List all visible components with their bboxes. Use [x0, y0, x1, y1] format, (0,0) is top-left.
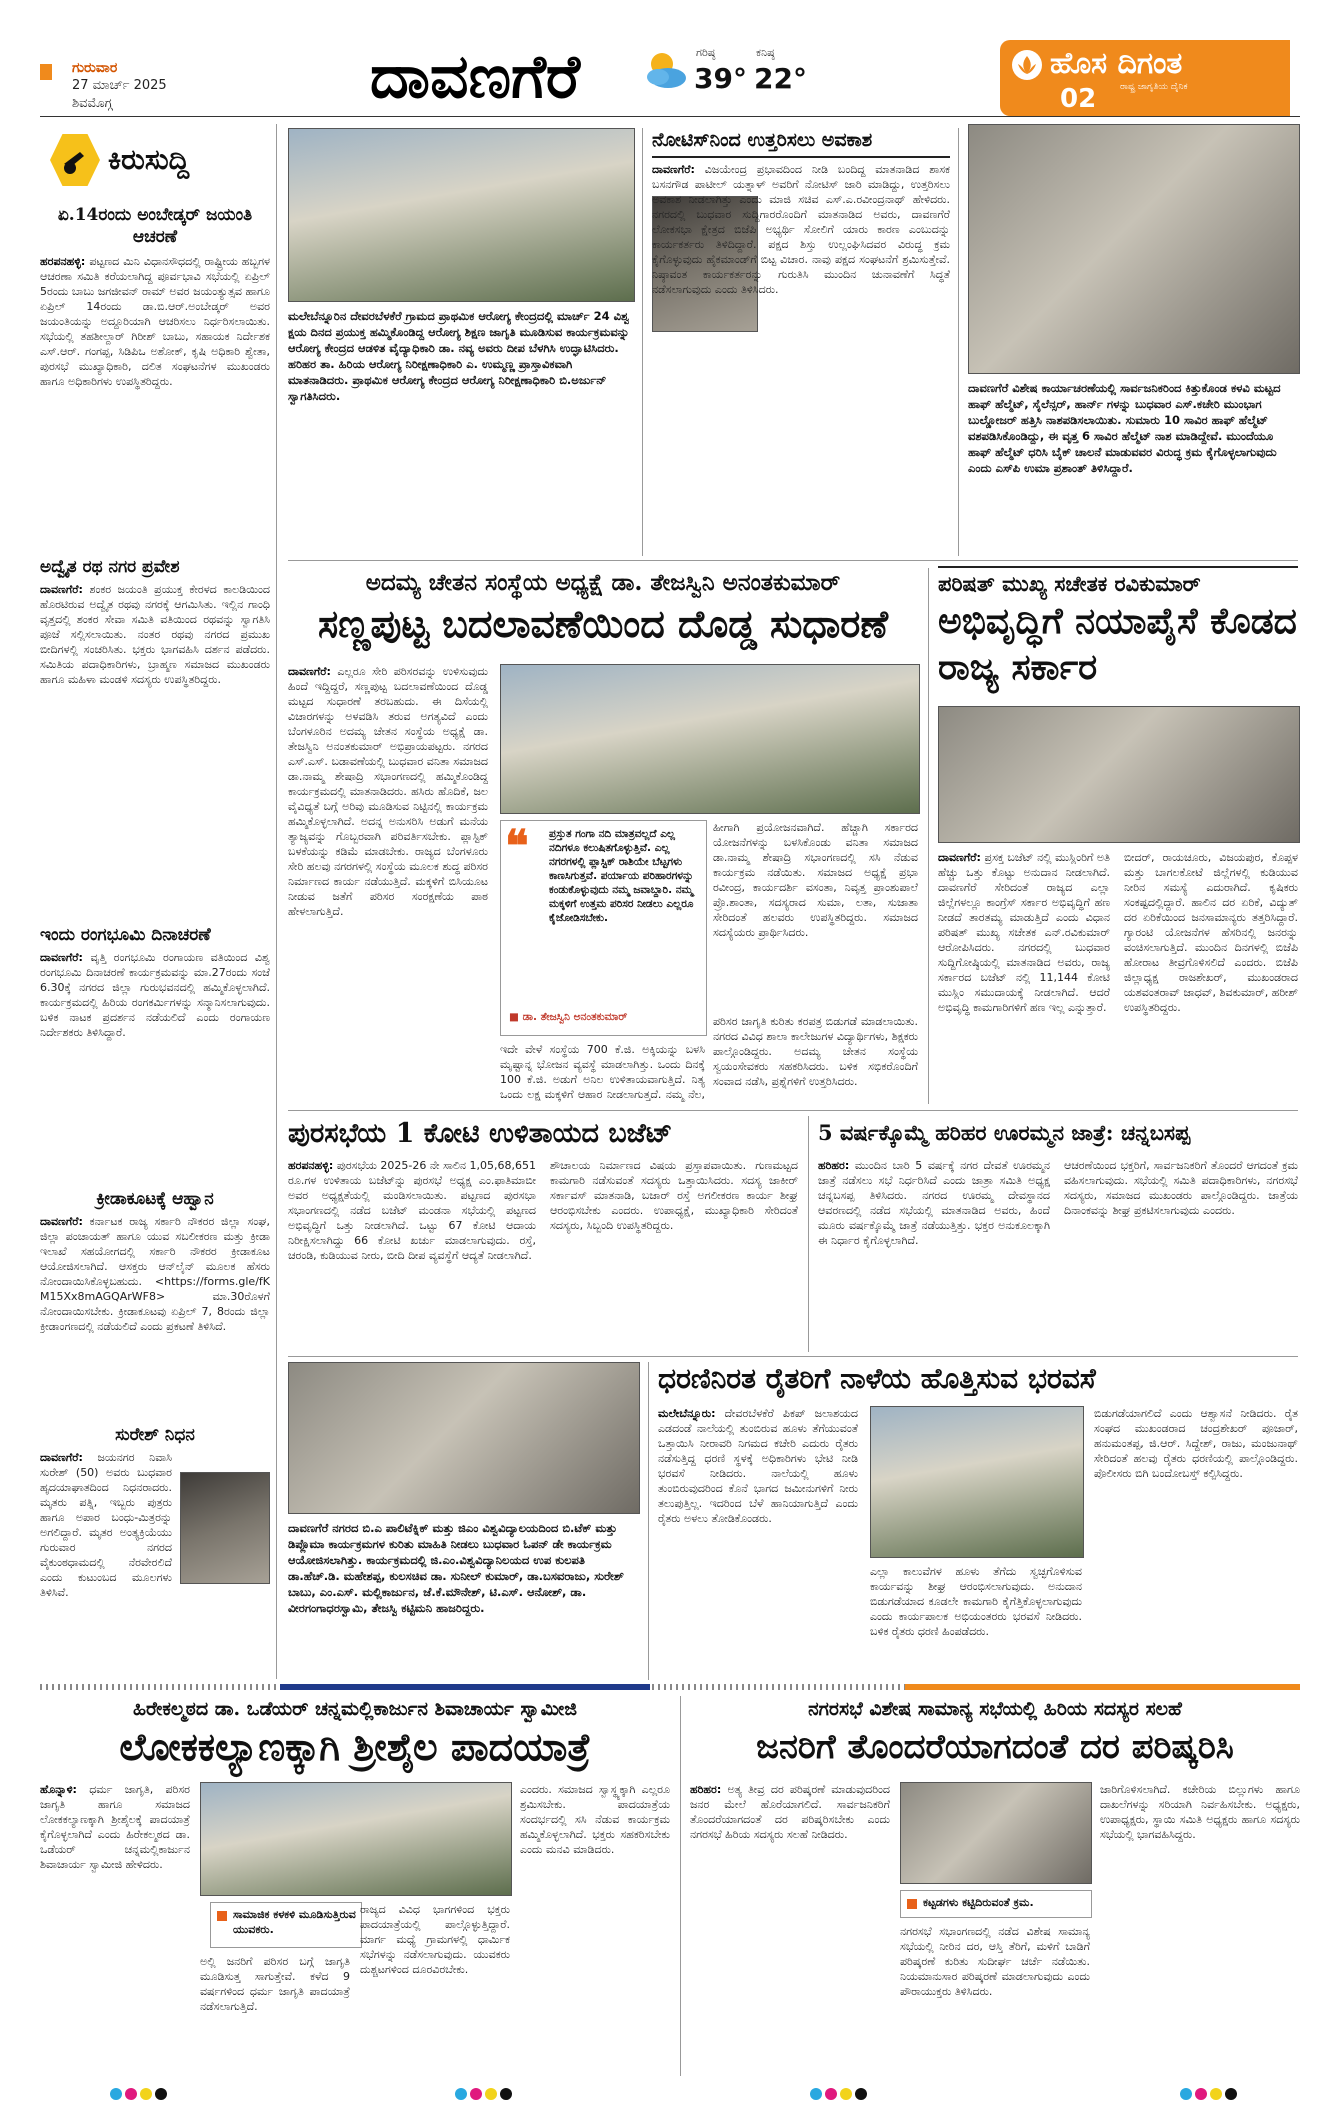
- brief-body: [40, 254, 270, 539]
- brief-headline: ಸುರೇಶ್ ನಿಧನ: [115, 1425, 195, 1445]
- brief-dateline: ಹರಪನಹಳ್ಳಿ:: [40, 255, 86, 268]
- reg-dot-cyan: [1180, 2088, 1192, 2100]
- brief-text: ಜಯನಗರ ನಿವಾಸಿ ಸುರೇಶ್ (50) ಅವರು ಬುಧವಾರ ಹೃದಯಾಘಾತದಿಂದ ನಿಧನರಾದರು. ಮೃತರು ಪತ್ನಿ, ಇಬ್ಬರು ಪುತ್ರರು ಹಾಗೂ ಅಪಾರ ಬಂಧು-ಮಿತ್ರರನ್ನು ಅಗಲಿದ್ದಾರೆ. ಮೃತರ ಅಂತ್ಯಕ್ರಿಯೆಯು ಗುರುವಾರ ನಗರದ ವೈಕುಂಠಧಾಮದಲ್ಲಿ ನೆರವೇರಲಿದೆ ಎಂದು ಕುಟುಂಬದ ಮೂಲಗಳು ತಿಳಿಸಿವೆ.: [40, 1451, 172, 1599]
- brief-dateline: ದಾವಣಗೆರೆ:: [40, 951, 83, 964]
- lotus-icon: [1012, 50, 1042, 80]
- paper-logo: [1000, 40, 1290, 116]
- reg-dot-black: [855, 2088, 867, 2100]
- council-col-1: [938, 850, 1110, 1100]
- citycouncil-col-3: ಜಾರಿಗೊಳಿಸಲಾಗಿದೆ. ಕಚೇರಿಯ ಬಿಲ್ಲುಗಳು ಹಾಗೂ ದಾಖಲೆಗಳನ್ನು ಸರಿಯಾಗಿ ನಿರ್ವಹಿಸಬೇಕು. ಅಧ್ಯಕ್ಷರು, ಉಪಾಧ್ಯಕ್ಷರು, ಸ್ಥಾಯಿ ಸಮಿತಿ ಅಧ್ಯಕ್ಷರು ಹಾಗೂ ಸದಸ್ಯರು ಸಭೆಯಲ್ಲಿ ಭಾಗವಹಿಸಿದ್ದರು.: [1100, 1783, 1300, 1841]
- notice-text: ವಿಜಯೇಂದ್ರ ಪ್ರಭಾವದಿಂದ ನೀಡಿ ಬಂದಿದ್ದ ಮಾತನಾಡಿದ ಶಾಸಕ ಬಸನಗೌಡ ಪಾಟೀಲ್ ಯತ್ನಾಳ್ ಅವರಿಗೆ ನೋಟಿಸ್ ಜಾರಿ ಮಾಡಿದ್ದು, ಉತ್ತರಿಸಲು ಅವಕಾಶ ನೀಡಲಾಗಿತ್ತು ಎಂದು ಮಾಜಿ ಸಚಿವ ಎಸ್.ಎ.ರವೀಂದ್ರನಾಥ್ ಹೇಳಿದರು. ನಗರದಲ್ಲಿ ಬುಧವಾರ ಸುದ್ದಿಗಾರರೊಂದಿಗೆ ಮಾತನಾಡಿದ ಅವರು, ದಾವಣಗೆರೆ ಲೋಕಸಭಾ ಕ್ಷೇತ್ರದ ಬಿಜೆಪಿ ಅಭ್ಯರ್ಥಿ ಸೋಲಿಗೆ ಯಾರು ಕಾರಣ ಎಂಬುದನ್ನು ಕಾರ್ಯಕರ್ತರು ತಿಳಿದಿದ್ದಾರೆ. ಪಕ್ಷದ ಶಿಸ್ತು ಉಲ್ಲಂಘಿಸಿದವರ ವಿರುದ್ಧ ಕ್ರಮ ಕೈಗೊಳ್ಳುವುದು ಹೈಕಮಾಂಡ್‌ಗೆ ಬಿಟ್ಟ ವಿಚಾರ. ನಾವು ಪಕ್ಷದ ಸಂಘಟನೆಗೆ ಶ್ರಮಿಸುತ್ತೇವೆ. ನಿಷ್ಠಾವಂತ ಕಾರ್ಯಕರ್ತರನ್ನು ಗುರುತಿಸಿ ಮುಂದಿನ ಚುನಾವಣೆಗೆ ಸಿದ್ಧತೆ ನಡೆಸಲಾಗುವುದು ಎಂದು ತಿಳಿಸಿದರು.: [652, 163, 950, 296]
- pointing-hand-icon: [50, 134, 100, 186]
- citycouncil-kicker: ನಗರಸಭೆ ವಿಶೇಷ ಸಾಮಾನ್ಯ ಸಭೆಯಲ್ಲಿ ಹಿರಿಯ ಸದಸ್ಯರ ಸಲಹೆ: [808, 1698, 1182, 1720]
- budget-story: [288, 1116, 798, 1352]
- council-text-1: ಪ್ರಸಕ್ತ ಬಜೆಟ್ ನಲ್ಲಿ ಮುಸ್ಲಿಂರಿಗೆ ಅತಿ ಹೆಚ್ಚು ಒತ್ತು ಕೊಟ್ಟು ಅನುದಾನ ನೀಡಲಾಗಿದೆ. ದಾವಣಗೆರೆ ಸೇರಿದಂತೆ ರಾಜ್ಯದ ಎಲ್ಲಾ ಜಿಲ್ಲೆಗಳಲ್ಲೂ ಕಾಂಗ್ರೆಸ್ ಸರ್ಕಾರ ಅಭಿವೃದ್ಧಿಗೆ ಹಣ ನೀಡದೆ ತಾರತಮ್ಯ ಮಾಡುತ್ತಿದೆ ಎಂದು ವಿಧಾನ ಪರಿಷತ್ ಮುಖ್ಯ ಸಚೇತಕ ಎನ್.ರವಿಕುಮಾರ್ ಆರೋಪಿಸಿದರು. ನಗರದಲ್ಲಿ ಬುಧವಾರ ಸುದ್ದಿಗೋಷ್ಠಿಯಲ್ಲಿ ಮಾತನಾಡಿದ ಅವರು, ರಾಜ್ಯ ಸರ್ಕಾರದ ಬಜೆಟ್ ನಲ್ಲಿ 11,144 ಕೋಟಿ ಮುಸ್ಲಿಂ ಸಮುದಾಯಕ್ಕೆ ನೀಡಲಾಗಿದೆ. ಆದರೆ ಅಭಿವೃದ್ಧಿ ಕಾಮಗಾರಿಗಳಿಗೆ ಹಣ ಇಲ್ಲ ಎನ್ನುತ್ತಾರೆ.: [938, 851, 1110, 1014]
- health-caption: ಮಲೇಬೆನ್ನೂರಿನ ದೇವರಬೆಳಕೆರೆ ಗ್ರಾಮದ ಪ್ರಾಥಮಿಕ ಆರೋಗ್ಯ ಕೇಂದ್ರದಲ್ಲಿ ಮಾರ್ಚ್ 24 ವಿಶ್ವ ಕ್ಷಯ ದಿನದ ಪ್ರಯುಕ್ತ ಹಮ್ಮಿಕೊಂಡಿದ್ದ ಆರೋಗ್ಯ ಶಿಕ್ಷಣ ಜಾಗೃತಿ ಮೂಡಿಸುವ ಕಾರ್ಯಕ್ರಮವನ್ನು ಆರೋಗ್ಯ ಕೇಂದ್ರದ ಆಡಳಿತ ವೈದ್ಯಾಧಿಕಾರಿ ಡಾ. ನವ್ಯ ಅವರು ದೀಪ ಬೆಳಗಿಸಿ ಉದ್ಘಾಟಿಸಿದರು. ಹರಿಹರ ತಾ. ಹಿರಿಯ ಆರೋಗ್ಯ ನಿರೀಕ್ಷಣಾಧಿಕಾರಿ ಎ. ಉಮ್ಮಣ್ಣ ಪ್ರಾಸ್ತಾವಿಕವಾಗಿ ಮಾತನಾಡಿದರು. ಪ್ರಾಥಮಿಕ ಆರೋಗ್ಯ ಕೇಂದ್ರದ ಆರೋಗ್ಯ ನಿರೀಕ್ಷಣಾಧಿಕಾರಿ ಬಿ.ಅರ್ಜುನ್ ಸ್ವಾಗತಿಸಿದರು.: [288, 309, 630, 403]
- notice-story: [652, 128, 950, 556]
- brief-ambedkar: [40, 204, 270, 539]
- health-photo: [288, 128, 635, 302]
- lead-headline: ಸಣ್ಣಪುಟ್ಟ ಬದಲಾವಣೆಯಿಂದ ದೊಡ್ಡ ಸುಧಾರಣೆ: [317, 601, 889, 646]
- council-photo: [938, 706, 1300, 843]
- brief-text: ಪಟ್ಟಣದ ಮಿನಿ ವಿಧಾನಸೌಧದಲ್ಲಿ ರಾಷ್ಟ್ರೀಯ ಹಬ್ಬಗಳ ಆಚರಣಾ ಸಮಿತಿ ಕರೆಯಲಾಗಿದ್ದ ಪೂರ್ವಭಾವಿ ಸಭೆಯಲ್ಲಿ ಏಪ್ರಿಲ್ 5ರಂದು ಬಾಬು ಜಗಜೀವನ್ ರಾಮ್ ಅವರ ಜಯಂತ್ಯುತ್ಸವ ಹಾಗೂ ಏಪ್ರಿಲ್ 14ರಂದು ಡಾ.ಬಿ.ಆರ್.ಅಂಬೇಡ್ಕರ್ ಅವರ ಜಯಂತಿಯನ್ನು ಅದ್ದೂರಿಯಾಗಿ ಆಚರಿಸಲು ನಿರ್ಧರಿಸಲಾಯಿತು. ಸಭೆಯಲ್ಲಿ ತಹಶೀಲ್ದಾರ್ ಗಿರೀಶ್ ಬಾಬು, ಸಹಾಯಕ ನಿರ್ದೇಶಕ ಎಸ್.ಆರ್. ಗಂಗಪ್ಪ, ಸಿಡಿಪಿಒ ಅಶೋಕ್, ಕೃಷಿ ಅಧಿಕಾರಿ ಶ್ವೇತಾ, ಪುರಸಭೆ ಮುಖ್ಯಾಧಿಕಾರಿ, ದಲಿತ ಸಂಘಟನೆಗಳ ಮುಖಂಡರು ಹಾಗೂ ಅಧಿಕಾರಿಗಳು ಉಪಸ್ಥಿತರಿದ್ದರು.: [40, 255, 270, 388]
- brief-text: ಕರ್ನಾಟಕ ರಾಜ್ಯ ಸರ್ಕಾರಿ ನೌಕರರ ಜಿಲ್ಲಾ ಸಂಘ, ಜಿಲ್ಲಾ ಪಂಚಾಯತ್ ಹಾಗೂ ಯುವ ಸಬಲೀಕರಣ ಮತ್ತು ಕ್ರೀಡಾ ಇಲಾಖೆ ಸಹಯೋಗದಲ್ಲಿ ಸರ್ಕಾರಿ ನೌಕರರ ಕ್ರೀಡಾಕೂಟ ಆಯೋಜಿಸಲಾಗಿದೆ. ಆಸಕ್ತರು ಆನ್‌ಲೈನ್ ಮೂಲಕ ಹೆಸರು ನೋಂದಾಯಿಸಿಕೊಳ್ಳಬಹುದು.: [40, 1215, 270, 1288]
- council-col-2: ಬೀದರ್, ರಾಯಚೂರು, ವಿಜಯಪುರ, ಕೊಪ್ಪಳ ಮತ್ತು ಬಾಗಲಕೋಟೆ ಜಿಲ್ಲೆಗಳಲ್ಲಿ ಕುಡಿಯುವ ನೀರಿನ ಸಮಸ್ಯೆ ಎದುರಾಗಿದೆ. ಕೃಷಿಕರು ಸಂಕಷ್ಟದಲ್ಲಿದ್ದಾರೆ. ಹಾಲಿನ ದರ ಏರಿಕೆ, ವಿದ್ಯುತ್ ದರ ಏರಿಕೆಯಿಂದ ಜನಸಾಮಾನ್ಯರು ತತ್ತರಿಸಿದ್ದಾರೆ. ಗ್ಯಾರಂಟಿ ಯೋಜನೆಗಳ ಹೆಸರಿನಲ್ಲಿ ಜನರನ್ನು ವಂಚಿಸಲಾಗುತ್ತಿದೆ. ಮುಂದಿನ ದಿನಗಳಲ್ಲಿ ಬಿಜೆಪಿ ಹೋರಾಟ ತೀವ್ರಗೊಳಿಸಲಿದೆ ಎಂದರು. ಬಿಜೆಪಿ ಜಿಲ್ಲಾಧ್ಯಕ್ಷ ರಾಜಶೇಖರ್, ಮುಖಂಡರಾದ ಯಶವಂತರಾವ್ ಜಾಧವ್, ಶಿವಕುಮಾರ್, ಹರೀಶ್ ಉಪಸ್ಥಿತರಿದ್ದರು.: [1124, 851, 1298, 1014]
- issue-day: ಗುರುವಾರ: [72, 60, 118, 76]
- reg-dot-magenta: [470, 2088, 482, 2100]
- budget-dateline: ಹರಪನಹಳ್ಳಿ:: [288, 1159, 334, 1172]
- padayatra-story: [40, 1696, 670, 2076]
- brief-theatre: [40, 924, 270, 1190]
- citycouncil-story: [690, 1696, 1300, 2076]
- reg-dot-yellow: [1210, 2088, 1222, 2100]
- farmers-photo: [870, 1406, 1084, 1558]
- reg-dot-cyan: [110, 2088, 122, 2100]
- min-temp: 22°: [754, 62, 807, 95]
- brief-dateline: ದಾವಣಗೆರೆ:: [40, 1215, 83, 1228]
- reg-dot-yellow: [485, 2088, 497, 2100]
- brief-sports: [40, 1188, 270, 1409]
- lead-dateline: ದಾವಣಗೆರೆ:: [288, 665, 331, 678]
- brief-body: [40, 582, 270, 927]
- citycouncil-col-1: [690, 1782, 890, 2072]
- paper-name: ಹೊಸ ದಿಗಂತ: [1050, 46, 1183, 81]
- lead-photo: [500, 664, 920, 814]
- road-story: [968, 124, 1298, 556]
- masthead: [0, 0, 1339, 120]
- quote-icon: ❝: [505, 821, 529, 872]
- council-story: [938, 566, 1298, 1104]
- farmers-col-3: ಬಿಡುಗಡೆಯಾಗಲಿದೆ ಎಂದು ಆಶ್ವಾಸನೆ ನೀಡಿದರು. ರೈತ ಸಂಘದ ಮುಖಂಡರಾದ ಚಂದ್ರಶೇಖರ್ ಪೂಜಾರ್, ಹನುಮಂತಪ್ಪ, ಜಿ.ಆರ್. ಸಿದ್ದೇಶ್, ರಾಜು, ಮಂಜುನಾಥ್ ಸೇರಿದಂತೆ ಹಲವು ರೈತರು ಧರಣಿಯಲ್ಲಿ ಪಾಲ್ಗೊಂಡಿದ್ದರು. ಪೊಲೀಸರು ಬಿಗಿ ಬಂದೋಬಸ್ತ್ ಕಲ್ಪಿಸಿದ್ದರು.: [1094, 1407, 1298, 1480]
- jatre-col-2: ಆಚರಣೆಯಿಂದ ಭಕ್ತರಿಗೆ, ಸಾರ್ವಜನಿಕರಿಗೆ ತೊಂದರೆ ಆಗದಂತೆ ಕ್ರಮ ವಹಿಸಲಾಗುವುದು. ಸಭೆಯಲ್ಲಿ ಸಮಿತಿ ಪದಾಧಿಕಾರಿಗಳು, ನಗರಸಭೆ ಸದಸ್ಯರು, ಸಮಾಜದ ಮುಖಂಡರು ಪಾಲ್ಗೊಂಡಿದ್ದರು. ಜಾತ್ರೆಯ ದಿನಾಂಕವನ್ನು ಶೀಘ್ರ ಪ್ರಕಟಿಸಲಾಗುವುದು ಎಂದರು.: [1064, 1159, 1298, 1217]
- jatre-dateline: ಹರಿಹರ:: [818, 1159, 850, 1172]
- health-story: [288, 128, 633, 556]
- brief-obituary: [40, 1424, 270, 1620]
- notice-headline: ನೋಟಿಸ್‌ನಿಂದ ಉತ್ತರಿಸಲು ಅವಕಾಶ: [652, 128, 950, 158]
- reg-dot-magenta: [1195, 2088, 1207, 2100]
- reg-dot-magenta: [825, 2088, 837, 2100]
- citycouncil-text-1: ಅತ್ಯ ತೀವ್ರ ದರ ಪರಿಷ್ಕರಣೆ ಮಾಡುವುದರಿಂದ ಜನರ ಮೇಲೆ ಹೊರೆಯಾಗಲಿದೆ. ಸಾರ್ವಜನಿಕರಿಗೆ ತೊಂದರೆಯಾಗದಂತೆ ದರ ಪರಿಷ್ಕರಿಸಬೇಕು ಎಂದು ನಗರಸಭೆ ಹಿರಿಯ ಸದಸ್ಯರು ಸಲಹೆ ನೀಡಿದರು.: [690, 1783, 890, 1841]
- city-title: ದಾವಣಗೆರೆ: [370, 42, 580, 112]
- farmers-text-1: ದೇವರಬೆಳಕೆರೆ ಪಿಕಪ್ ಜಲಾಶಯದ ಎಡದಂಡೆ ನಾಲೆಯಲ್ಲಿ ತುಂಬಿರುವ ಹೂಳು ತೆಗೆಯುವಂತೆ ಒತ್ತಾಯಿಸಿ ನೀರಾವರಿ ನಿಗಮದ ಕಚೇರಿ ಎದುರು ರೈತರು ನಡೆಸುತ್ತಿದ್ದ ಧರಣಿ ಸ್ಥಳಕ್ಕೆ ಅಧಿಕಾರಿಗಳು ಭೇಟಿ ನೀಡಿ ಭರವಸೆ ನೀಡಿದರು. ನಾಲೆಯಲ್ಲಿ ಹೂಳು ತುಂಬಿರುವುದರಿಂದ ಕೊನೆ ಭಾಗದ ಜಮೀನುಗಳಿಗೆ ನೀರು ತಲುಪುತ್ತಿಲ್ಲ. ಇದರಿಂದ ಬೆಳೆ ಹಾನಿಯಾಗುತ್ತಿದೆ ಎಂದು ರೈತರು ಅಳಲು ತೋಡಿಕೊಂಡರು.: [658, 1407, 858, 1525]
- quote-text: ಪ್ರಸ್ತುತ ಗಂಗಾ ನದಿ ಮಾತ್ರವಲ್ಲದೆ ಎಲ್ಲ ನದಿಗಳೂ ಕಲುಷಿತಗೊಳ್ಳುತ್ತಿವೆ. ಎಲ್ಲ ನಗರಗಳಲ್ಲಿ ಪ್ಲಾಸ್ಟಿಕ್ ರಾಶಿಯೇ ಬೆಟ್ಟಗಳು ಕಾಣಸಿಗುತ್ತವೆ. ಪರ್ಯಾಯ ಪರಿಹಾರಗಳನ್ನು ಕಂಡುಕೊಳ್ಳುವುದು ನಮ್ಮ ಜವಾಬ್ದಾರಿ. ನಮ್ಮ ಮಕ್ಕಳಿಗೆ ಉತ್ತಮ ಪರಿಸರ ನೀಡಲು ಎಲ್ಲರೂ ಕೈಜೋಡಿಸಬೇಕು.: [549, 828, 694, 924]
- jatre-story: [818, 1116, 1298, 1352]
- lead-col-3: ಹೀಗಾಗಿ ಪ್ರಯೋಜನವಾಗಿದೆ. ಹೆಚ್ಚಾಗಿ ಸರ್ಕಾರದ ಯೋಜನೆಗಳನ್ನು ಬಳಸಿಕೊಂಡು ವನಿತಾ ಸಮಾಜದ ಡಾ.ನಾಮ್ಮ ಶೇಷಾದ್ರಿ ಸಭಾಂಗಣದಲ್ಲಿ ಸಸಿ ನೆಡುವ ಕಾರ್ಯಕ್ರಮ ನಡೆಯಿತು. ಸಮಾಜದ ಅಧ್ಯಕ್ಷೆ ಪ್ರಭಾ ರವೀಂದ್ರ, ಕಾರ್ಯದರ್ಶಿ ವಸಂತಾ, ನಿವೃತ್ತ ಪ್ರಾಂಶುಪಾಲೆ ಪ್ರೊ.ಶಾಂತಾ, ಸದಸ್ಯರಾದ ಸುಮಾ, ಲತಾ, ಸುಜಾತಾ ಸೇರಿದಂತೆ ಹಲವರು ಉಪಸ್ಥಿತರಿದ್ದರು. ಸಮಾಜದ ಸದಸ್ಯೆಯರು ಪ್ರಾರ್ಥಿಸಿದರು.: [713, 821, 918, 939]
- lead-col-2: ಇದೇ ವೇಳೆ ಸಂಸ್ಥೆಯ 700 ಕೆ.ಜಿ. ಅಕ್ಕಿಯನ್ನು ಬಳಸಿ ಮೃಷ್ಟಾನ್ನ ಭೋಜನ ವ್ಯವಸ್ಥೆ ಮಾಡಲಾಗಿತ್ತು. ಒಂದು ದಿನಕ್ಕೆ 100 ಕೆ.ಜಿ. ಅಡುಗೆ ಅನಿಲ ಉಳಿತಾಯವಾಗುತ್ತಿದೆ. ನಿತ್ಯ ಒಂದು ಲಕ್ಷ ಮಕ್ಕಳಿಗೆ ಆಹಾರ ನೀಡಲಾಗುತ್ತದೆ. ನಮ್ಮ ನೆಲ,: [500, 1043, 705, 1101]
- lead-col-1: [288, 664, 488, 1100]
- pull-quote: [500, 820, 707, 1036]
- budget-col-2: ಶೌಚಾಲಯ ನಿರ್ಮಾಣದ ವಿಷಯ ಪ್ರಸ್ತಾಪವಾಯಿತು. ಗುಣಮಟ್ಟದ ಕಾಮಗಾರಿ ನಡೆಸುವಂತೆ ಸದಸ್ಯರು ಒತ್ತಾಯಿಸಿದರು. ಸದಸ್ಯ ಜಾಕೀರ್ ಸರ್ಕಾವಸ್ ಮಾತನಾಡಿ, ಬಜಾರ್ ರಸ್ತೆ ಅಗಲೀಕರಣ ಕಾರ್ಯ ಶೀಘ್ರ ಆರಂಭಿಸಬೇಕು ಎಂದರು. ಉಪಾಧ್ಯಕ್ಷೆ, ಮುಖ್ಯಾಧಿಕಾರಿ ಸೇರಿದಂತೆ ಸದಸ್ಯರು, ಸಿಬ್ಬಂದಿ ಉಪಸ್ಥಿತರಿದ್ದರು.: [550, 1159, 798, 1232]
- openday-story: [288, 1362, 638, 1680]
- callout-bullet-icon: [907, 1899, 917, 1909]
- council-headline: ಅಭಿವೃದ್ಧಿಗೆ ನಯಾಪೈಸೆ ಕೊಡದ ರಾಜ್ಯ ಸರ್ಕಾರ: [938, 600, 1297, 688]
- sidebar-column: [40, 124, 270, 1679]
- jatre-col-1: [818, 1158, 1050, 1348]
- padayatra-kicker: ಹಿರೇಕಲ್ಮಠದ ಡಾ. ಒಡೆಯರ್ ಚನ್ನಮಲ್ಲಿಕಾರ್ಜುನ ಶಿವಾಚಾರ್ಯ ಸ್ವಾಮೀಜಿ: [133, 1698, 577, 1720]
- brief-text: ವೃತ್ತಿ ರಂಗಭೂಮಿ ರಂಗಾಯಣ ವತಿಯಿಂದ ವಿಶ್ವ ರಂಗಭೂಮಿ ದಿನಾಚರಣೆ ಕಾರ್ಯಕ್ರಮವನ್ನು ಮಾ.27ರಂದು ಸಂಜೆ 6.30ಕ್ಕೆ ನಗರದ ಜಿಲ್ಲಾ ಗುರುಭವನದಲ್ಲಿ ಹಮ್ಮಿಕೊಳ್ಳಲಾಗಿದೆ. ಕಾರ್ಯಕ್ರಮದಲ್ಲಿ ಹಿರಿಯ ರಂಗಕರ್ಮಿಗಳನ್ನು ಸನ್ಮಾನಿಸಲಾಗುವುದು. ಬಳಿಕ ನಾಟಕ ಪ್ರದರ್ಶನ ನಡೆಯಲಿದೆ ಎಂದು ರಂಗಾಯಣ ನಿರ್ದೇಶಕರು ತಿಳಿಸಿದ್ದಾರೆ.: [40, 951, 270, 1039]
- council-dateline: ದಾವಣಗೆರೆ:: [938, 851, 981, 864]
- brief-text-2: ಮಾ.30ರೊಳಗೆ ನೋಂದಾಯಿಸಬೇಕು. ಕ್ರೀಡಾಕೂಟವು ಏಪ್ರಿಲ್ 7, 8ರಂದು ಜಿಲ್ಲಾ ಕ್ರೀಡಾಂಗಣದಲ್ಲಿ ನಡೆಯಲಿದೆ ಎಂದು ಪ್ರಕಟಣೆ ತಿಳಿಸಿದೆ.: [40, 1290, 270, 1333]
- section-marker: [40, 64, 52, 80]
- issue-date: 27 ಮಾರ್ಚ್ 2025: [72, 78, 167, 93]
- farmers-col-2: ಎಲ್ಲಾ ಕಾಲುವೆಗಳ ಹೂಳು ತೆಗೆದು ಸ್ವಚ್ಛಗೊಳಿಸುವ ಕಾರ್ಯವನ್ನು ಶೀಘ್ರ ಆರಂಭಿಸಲಾಗುವುದು. ಅನುದಾನ ಬಿಡುಗಡೆಯಾದ ಕೂಡಲೇ ಕಾಮಗಾರಿ ಕೈಗೆತ್ತಿಕೊಳ್ಳಲಾಗುವುದು ಎಂದು ಕಾರ್ಯಪಾಲಕ ಅಭಿಯಂತರರು ಭರವಸೆ ನೀಡಿದರು. ಬಳಿಕ ರೈತರು ಧರಣಿ ಹಿಂಪಡೆದರು.: [870, 1565, 1082, 1638]
- citycouncil-headline: ಜನರಿಗೆ ತೊಂದರೆಯಾಗದಂತೆ ದರ ಪರಿಷ್ಕರಿಸಿ: [756, 1727, 1234, 1767]
- citycouncil-dateline: ಹರಿಹರ:: [690, 1783, 722, 1796]
- padayatra-dateline: ಹೊನ್ನಾಳಿ:: [40, 1783, 77, 1796]
- council-kicker: ಪರಿಷತ್ ಮುಖ್ಯ ಸಚೇತಕ ರವಿಕುಮಾರ್: [938, 566, 1298, 598]
- brief-headline: ಇಂದು ರಂಗಭೂಮಿ ದಿನಾಚರಣೆ: [40, 925, 211, 945]
- brief-text: ಶಂಕರ ಜಯಂತಿ ಪ್ರಯುಕ್ತ ಕೇರಳದ ಕಾಲಡಿಯಿಂದ ಹೊರಟಿರುವ ಅದ್ವೈತ ರಥವು ನಗರಕ್ಕೆ ಆಗಮಿಸಿತು. ಇಲ್ಲಿನ ಗಾಂಧಿ ವೃತ್ತದಲ್ಲಿ ಶಂಕರ ಸೇವಾ ಸಮಿತಿ ವತಿಯಿಂದ ರಥವನ್ನು ಸ್ವಾಗತಿಸಿ ಪೂಜೆ ಸಲ್ಲಿಸಲಾಯಿತು. ನಂತರ ರಥವು ನಗರದ ಪ್ರಮುಖ ಬೀದಿಗಳಲ್ಲಿ ಸಂಚರಿಸಿತು. ಭಕ್ತರು ಭಾಗವಹಿಸಿ ದರ್ಶನ ಪಡೆದರು. ಸಮಿತಿಯ ಪದಾಧಿಕಾರಿಗಳು, ಬ್ರಾಹ್ಮಣ ಸಮಾಜದ ಮುಖಂಡರು ಹಾಗೂ ಮಹಿಳಾ ಮಂಡಳಿ ಸದಸ್ಯರು ಉಪಸ್ಥಿತರಿದ್ದರು.: [40, 583, 270, 686]
- padayatra-callout: [210, 1902, 362, 1948]
- reg-dot-cyan: [810, 2088, 822, 2100]
- lead-kicker: ಅದಮ್ಯ ಚೇತನ ಸಂಸ್ಥೆಯ ಅಧ್ಯಕ್ಷೆ ಡಾ. ತೇಜಸ್ವಿನಿ ಅನಂತಕುಮಾರ್: [365, 569, 841, 596]
- openday-caption: ದಾವಣಗೆರೆ ನಗರದ ಬಿ.ಎ ಪಾಲಿಟೆಕ್ನಿಕ್ ಮತ್ತು ಜಿಎಂ ವಿಶ್ವವಿದ್ಯಾಲಯದಿಂದ ಬಿ.ಟೆಕ್ ಮತ್ತು ಡಿಪ್ಲೊಮಾ ಕಾರ್ಯಕ್ರಮಗಳ ಕುರಿತು ಮಾಹಿತಿ ನೀಡಲು ಬುಧವಾರ ಓಪನ್ ಡೇ ಕಾರ್ಯಕ್ರಮ ಆಯೋಜಿಸಲಾಗಿತ್ತು. ಕಾರ್ಯಕ್ರಮದಲ್ಲಿ ಜಿ.ಎಂ.ವಿಶ್ವವಿದ್ಯಾನಿಲಯದ ಉಪ ಕುಲಪತಿ ಡಾ.ಹೆಚ್.ಡಿ. ಮಹೇಶಪ್ಪ, ಕುಲಸಚಿವ ಡಾ. ಸುನೀಲ್ ಕುಮಾರ್, ಡಾ.ಬಸವರಾಜು, ಸುರೇಶ್ ಬಾಬು, ಎಂ.ಎಸ್. ಮಲ್ಲಿಕಾರ್ಜುನ, ಜೆ.ಕೆ.ಮೌನೇಶ್, ಟಿ.ಎಸ್. ಆನೋಶ್, ಡಾ. ವೀರಗಂಗಾಧರಸ್ವಾಮಿ, ತೇಜಸ್ವಿ ಕಟ್ಟಿಮನಿ ಹಾಜರಿದ್ದರು.: [288, 1521, 624, 1615]
- brief-body: [40, 1450, 172, 1620]
- reg-dot-magenta: [125, 2088, 137, 2100]
- budget-text-1: ಪುರಸಭೆಯ 2025-26 ನೇ ಸಾಲಿನ 1,05,68,651 ರೂ.ಗಳ ಉಳಿತಾಯ ಬಜೆಟ್‌ನ್ನು ಪುರಸಭೆ ಅಧ್ಯಕ್ಷ ಎಂ.ಫಾತಿಮಾಬೀ ಅವರ ಅಧ್ಯಕ್ಷತೆಯಲ್ಲಿ ಮಂಡಿಸಲಾಯಿತು. ಪಟ್ಟಣದ ಪುರಸಭಾ ಸಭಾಂಗಣದಲ್ಲಿ ನಡೆದ ಬಜೆಟ್ ಮಂಡನಾ ಸಭೆಯಲ್ಲಿ ಪಟ್ಟಣದ ಅಭಿವೃದ್ಧಿಗೆ ಒತ್ತು ನೀಡಲಾಗಿದೆ. ಒಟ್ಟು 67 ಕೋಟಿ ಆದಾಯ ನಿರೀಕ್ಷಿಸಲಾಗಿದ್ದು 66 ಕೋಟಿ ಖರ್ಚು ಮಾಡಲಾಗುವುದು. ರಸ್ತೆ, ಚರಂಡಿ, ಕುಡಿಯುವ ನೀರು, ಬೀದಿ ದೀಪ ವ್ಯವಸ್ಥೆಗೆ ಆದ್ಯತೆ ನೀಡಲಾಗಿದೆ.: [288, 1159, 536, 1262]
- openday-photo: [288, 1362, 640, 1514]
- callout-text: ಕಟ್ಟಡಗಳು ಕಟ್ಟಿದಿರುವಂತೆ ಕ್ರಮ.: [923, 1896, 1034, 1909]
- lead-col-4: ಪರಿಸರ ಜಾಗೃತಿ ಕುರಿತು ಕರಪತ್ರ ಬಿಡುಗಡೆ ಮಾಡಲಾಯಿತು. ನಗರದ ವಿವಿಧ ಶಾಲಾ ಕಾಲೇಜುಗಳ ವಿದ್ಯಾರ್ಥಿಗಳು, ಶಿಕ್ಷಕರು ಪಾಲ್ಗೊಂಡಿದ್ದರು. ಅದಮ್ಯ ಚೇತನ ಸಂಸ್ಥೆಯ ಸ್ವಯಂಸೇವಕರು ಸಹಕರಿಸಿದರು. ಬಳಿಕ ಸಭಿಕರೊಂದಿಗೆ ಸಂವಾದ ನಡೆಸಿ, ಪ್ರಶ್ನೆಗಳಿಗೆ ಉತ್ತರಿಸಿದರು.: [713, 1015, 918, 1088]
- kirusuddi-badge: [50, 134, 240, 186]
- brief-dateline: ದಾವಣಗೆರೆ:: [40, 1451, 83, 1464]
- callout-bullet-icon: [217, 1911, 227, 1921]
- reg-dot-black: [500, 2088, 512, 2100]
- min-temp-label: ಕನಿಷ್ಠ: [756, 46, 775, 59]
- weather-icon: [640, 50, 690, 90]
- farmers-dateline: ಮಲೇಬೆನ್ನೂರು:: [658, 1407, 716, 1420]
- issue-place: ಶಿವಮೊಗ್ಗ: [72, 96, 113, 111]
- reg-dot-yellow: [140, 2088, 152, 2100]
- brief-headline: ಅದ್ವೈತ ರಥ ನಗರ ಪ್ರವೇಶ: [40, 557, 180, 577]
- bulldozer-photo: [968, 124, 1300, 374]
- padayatra-col-3: ರಾಜ್ಯದ ವಿವಿಧ ಭಾಗಗಳಿಂದ ಭಕ್ತರು ಪಾದಯಾತ್ರೆಯಲ್ಲಿ ಪಾಲ್ಗೊಳ್ಳುತ್ತಿದ್ದಾರೆ. ಮಾರ್ಗ ಮಧ್ಯೆ ಗ್ರಾಮಗಳಲ್ಲಿ ಧಾರ್ಮಿಕ ಸಭೆಗಳನ್ನು ನಡೆಸಲಾಗುವುದು. ಯುವಕರು ದುಶ್ಚಟಗಳಿಂದ ದೂರವಿರಬೇಕು.: [360, 1903, 510, 1976]
- reg-dot-yellow: [840, 2088, 852, 2100]
- max-temp-label: ಗರಿಷ್ಠ: [696, 46, 716, 59]
- obituary-photo: [180, 1472, 270, 1584]
- quote-attribution: ■ ಡಾ. ತೇಜಸ್ವಿನಿ ಅನಂತಕುಮಾರ್: [509, 1011, 628, 1023]
- brief-advaita: [40, 556, 270, 927]
- reg-dot-black: [1225, 2088, 1237, 2100]
- registration-link[interactable]: <https://forms.gle/fKM15Xx8mAGQArWF8>: [40, 1275, 270, 1303]
- farmers-story: [658, 1360, 1298, 1680]
- padayatra-col-4: ಎಂದರು. ಸಮಾಜದ ಸ್ವಾಸ್ಥ್ಯಕ್ಕಾಗಿ ಎಲ್ಲರೂ ಶ್ರಮಿಸಬೇಕು. ಪಾದಯಾತ್ರೆಯ ಸಂದರ್ಭದಲ್ಲಿ ಸಸಿ ನೆಡುವ ಕಾರ್ಯಕ್ರಮ ಹಮ್ಮಿಕೊಳ್ಳಲಾಗಿದೆ. ಭಕ್ತರು ಸಹಕರಿಸಬೇಕು ಎಂದು ಮನವಿ ಮಾಡಿದರು.: [520, 1783, 670, 1856]
- farmers-headline: ಧರಣಿನಿರತ ರೈತರಿಗೆ ನಾಳೆಯ ಹೊತ್ತಿಸುವ ಭರವಸೆ: [658, 1362, 1096, 1395]
- budget-headline: ಪುರಸಭೆಯ 1 ಕೋಟಿ ಉಳಿತಾಯದ ಬಜೆಟ್: [288, 1118, 673, 1149]
- color-band-orange: [905, 1684, 1300, 1690]
- padayatra-col-1: [40, 1782, 190, 2072]
- color-band-blue: [280, 1684, 650, 1690]
- brief-dateline: ದಾವಣಗೆರೆ:: [40, 583, 83, 596]
- notice-dateline: ದಾವಣಗೆರೆ:: [652, 163, 695, 176]
- page-number: 02: [1060, 84, 1097, 114]
- reg-dot-black: [155, 2088, 167, 2100]
- jatre-text-1: ಮುಂದಿನ ಬಾರಿ 5 ವರ್ಷಕ್ಕೆ ನಗರ ದೇವತೆ ಊರಮ್ಮನ ಜಾತ್ರೆ ನಡೆಸಲು ಸಭೆ ನಿರ್ಧರಿಸಿದೆ ಎಂದು ಜಾತ್ರಾ ಸಮಿತಿ ಅಧ್ಯಕ್ಷ ಚನ್ನಬಸಪ್ಪ ತಿಳಿಸಿದರು. ನಗರದ ಊರಮ್ಮ ದೇವಸ್ಥಾನದ ಆವರಣದಲ್ಲಿ ನಡೆದ ಸಭೆಯಲ್ಲಿ ಮಾತನಾಡಿದ ಅವರು, ಹಿಂದೆ ಮೂರು ವರ್ಷಕ್ಕೊಮ್ಮೆ ಜಾತ್ರೆ ನಡೆಯುತ್ತಿತ್ತು. ಭಕ್ತರ ಅನುಕೂಲಕ್ಕಾಗಿ ಈ ನಿರ್ಧಾರ ಕೈಗೊಳ್ಳಲಾಗಿದೆ.: [818, 1159, 1050, 1247]
- lead-story: [288, 568, 918, 1104]
- sidebar-title: ಕಿರುಸುದ್ದಿ: [108, 143, 190, 176]
- road-caption: ದಾವಣಗೆರೆ ವಿಶೇಷ ಕಾರ್ಯಾಚರಣೆಯಲ್ಲಿ ಸಾರ್ವಜನಿಕರಿಂದ ಕಿತ್ತುಕೊಂಡ ಕಳವಿ ಮಟ್ಟದ ಹಾಫ್ ಹೆಲ್ಮೆಟ್, ಸೈಲೆನ್ಸರ್, ಹಾರ್ನ್ ಗಳನ್ನು ಬುಧವಾರ ಎಸ್.ಕಚೇರಿ ಮುಂಭಾಗ ಬುಲ್ಡೋಜರ್ ಹತ್ತಿಸಿ ನಾಶಪಡಿಸಲಾಯಿತು. ಸುಮಾರು 10 ಸಾವಿರ ಹಾಫ್ ಹೆಲ್ಮೆಟ್ ವಶಪಡಿಸಿಕೊಂಡಿದ್ದು, ಈ ವೃತ್ತ 6 ಸಾವಿರ ಹೆಲ್ಮೆಟ್ ನಾಶ ಮಾಡಿದ್ದೇವೆ. ಮುಂದೆಯೂ ಹಾಫ್ ಹೆಲ್ಮೆಟ್ ಧರಿಸಿ ಬೈಕ್ ಚಾಲನೆ ಮಾಡುವವರ ವಿರುದ್ಧ ಕ್ರಮ ಕೈಗೊಳ್ಳಲಾಗುವುದು ಎಂದು ಎಸ್‌ಪಿ ಉಮಾ ಪ್ರಶಾಂತ್ ತಿಳಿಸಿದ್ದಾರೆ.: [968, 381, 1281, 475]
- lead-text-1: ಎಲ್ಲರೂ ಸೇರಿ ಪರಿಸರವನ್ನು ಉಳಿಸುವುದು ಹಿಂದೆ ಇದ್ದಿದ್ದರೆ, ಸಣ್ಣಪುಟ್ಟ ಬದಲಾವಣೆಯಿಂದ ದೊಡ್ಡ ಮಟ್ಟದ ಸುಧಾರಣೆ ತರಬಹುದು. ಈ ದಿಸೆಯಲ್ಲಿ ವಿಚಾರಗಳನ್ನು ಅಳವಡಿಸಿ ತರುವ ಅಗತ್ಯವಿದೆ ಎಂದು ಬೆಂಗಳೂರಿನ ಅದಮ್ಯ ಚೇತನ ಸಂಸ್ಥೆಯ ಅಧ್ಯಕ್ಷೆ ಡಾ. ತೇಜಸ್ವಿನಿ ಅನಂತಕುಮಾರ್ ಅಭಿಪ್ರಾಯಪಟ್ಟರು. ನಗರದ ಎಸ್.ಎಸ್. ಬಡಾವಣೆಯಲ್ಲಿ ಬುಧವಾರ ವನಿತಾ ಸಮಾಜದ ಡಾ.ನಾಮ್ಮ ಶೇಷಾದ್ರಿ ಸಭಾಂಗಣದಲ್ಲಿ ಹಮ್ಮಿಕೊಂಡಿದ್ದ ಕಾರ್ಯಕ್ರಮದಲ್ಲಿ ಮಾತನಾಡಿದರು. ಹಸಿರು ಹೊದಿಕೆ, ಜಲ ವೈವಿಧ್ಯತೆ ಬಗ್ಗೆ ಅರಿವು ಮೂಡಿಸುವ ನಿಟ್ಟಿನಲ್ಲಿ ಕಾರ್ಯಕ್ರಮ ಹಮ್ಮಿಕೊಳ್ಳಲಾಗಿದೆ. ಅದನ್ನ ಅನುಸರಿಸಿ ಅಡುಗೆ ಮನೆಯ ತ್ಯಾಜ್ಯವನ್ನು ಗೊಬ್ಬರವಾಗಿ ಪರಿವರ್ತಿಸಬೇಕು. ಪ್ಲಾಸ್ಟಿಕ್ ಬಳಕೆಯನ್ನು ಕಡಿಮೆ ಮಾಡಬೇಕು. ರಾಜ್ಯದ ಬೆಂಗಳೂರು ಸೇರಿ ಹಲವು ನಗರಗಳಲ್ಲಿ ಸಂಸ್ಥೆಯ ಮೂಲಕ ಶುದ್ಧ ಪರಿಸರ ನಿರ್ಮಾಣದ ಕಾರ್ಯ ನಡೆಯುತ್ತಿದೆ. ಮಕ್ಕಳಿಗೆ ಬಿಸಿಯೂಟ ನೀಡುವ ಜತೆಗೆ ಪರಿಸರ ಸಂರಕ್ಷಣೆಯ ಪಾಠ ಹೇಳಲಾಗುತ್ತಿದೆ.: [288, 665, 488, 918]
- callout-text: ಸಾಮಾಜಿಕ ಕಳಕಳಿ ಮೂಡಿಸುತ್ತಿರುವ ಯುವಕರು.: [233, 1908, 356, 1936]
- brief-headline: ಕ್ರೀಡಾಕೂಟಕ್ಕೆ ಆಹ್ವಾನ: [96, 1189, 214, 1209]
- padayatra-photo: [200, 1782, 512, 1896]
- padayatra-col-2: ಅಲ್ಲಿ ಜನರಿಗೆ ಪರಿಸರ ಬಗ್ಗೆ ಜಾಗೃತಿ ಮೂಡಿಸುತ್ತ ಸಾಗುತ್ತೇವೆ. ಕಳೆದ 9 ವರ್ಷಗಳಿಂದ ಧರ್ಮ ಜಾಗೃತಿ ಪಾದಯಾತ್ರೆ ನಡೆಸಲಾಗುತ್ತಿದೆ.: [200, 1955, 350, 2013]
- citycouncil-photo: [900, 1782, 1092, 1884]
- reg-dot-cyan: [455, 2088, 467, 2100]
- padayatra-headline: ಲೋಕಕಲ್ಯಾಣಕ್ಕಾಗಿ ಶ್ರೀಶೈಲ ಪಾದಯಾತ್ರೆ: [119, 1724, 591, 1769]
- padayatra-text-1: ಧರ್ಮ ಜಾಗೃತಿ, ಪರಿಸರ ಜಾಗೃತಿ ಹಾಗೂ ಸಮಾಜದ ಲೋಕಕಲ್ಯಾಣಕ್ಕಾಗಿ ಶ್ರೀಶೈಲಕ್ಕೆ ಪಾದಯಾತ್ರೆ ಕೈಗೊಳ್ಳಲಾಗಿದೆ ಎಂದು ಹಿರೇಕಲ್ಮಠದ ಡಾ. ಒಡೆಯರ್ ಚನ್ನಮಲ್ಲಿಕಾರ್ಜುನ ಶಿವಾಚಾರ್ಯ ಸ್ವಾಮೀಜಿ ಹೇಳಿದರು.: [40, 1783, 190, 1871]
- budget-col-1: [288, 1158, 536, 1348]
- citycouncil-col-2: ನಗರಸಭೆ ಸಭಾಂಗಣದಲ್ಲಿ ನಡೆದ ವಿಶೇಷ ಸಾಮಾನ್ಯ ಸಭೆಯಲ್ಲಿ ನೀರಿನ ದರ, ಆಸ್ತಿ ತೆರಿಗೆ, ಮಳಿಗೆ ಬಾಡಿಗೆ ಪರಿಷ್ಕರಣೆ ಕುರಿತು ಸುದೀರ್ಘ ಚರ್ಚೆ ನಡೆಯಿತು. ನಿಯಮಾನುಸಾರ ಪರಿಷ್ಕರಣೆ ಮಾಡಲಾಗುವುದು ಎಂದು ಪೌರಾಯುಕ್ತರು ತಿಳಿಸಿದರು.: [900, 1925, 1090, 1998]
- brief-body: [40, 1214, 270, 1409]
- farmers-col-1: [658, 1406, 858, 1678]
- citycouncil-callout: [900, 1890, 1092, 1918]
- max-temp: 39°: [694, 62, 747, 95]
- brief-headline: ಏ.14ರಂದು ಅಂಬೇಡ್ಕರ್ ಜಯಂತಿ ಆಚರಣೆ: [57, 205, 253, 247]
- brief-body: [40, 950, 270, 1190]
- jatre-headline: 5 ವರ್ಷಕ್ಕೊಮ್ಮೆ ಹರಿಹರ ಊರಮ್ಮನ ಜಾತ್ರೆ: ಚನ್ನಬಸಪ್ಪ: [818, 1120, 1191, 1145]
- notice-body: [652, 162, 950, 552]
- paper-tagline: ರಾಷ್ಟ್ರ ಜಾಗೃತಿಯ ದೈನಿಕ: [1120, 82, 1188, 92]
